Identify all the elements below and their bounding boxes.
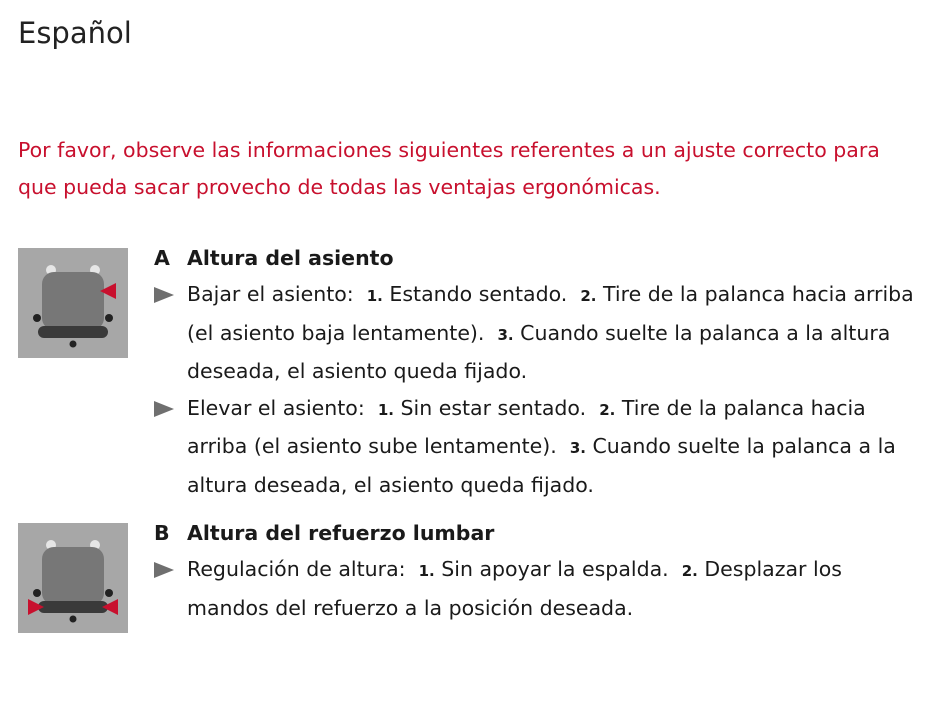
bullet-arrow-icon [154, 287, 174, 303]
step-number: 2. [681, 562, 698, 580]
section-title: Altura del asiento [187, 246, 394, 270]
section-a-heading [154, 240, 930, 276]
step-number: 1. [377, 400, 394, 419]
step-number: 1. [366, 287, 383, 305]
step-text: Estando sentado. [389, 282, 568, 306]
page-title: Español [18, 16, 132, 50]
section-title: Altura del refuerzo lumbar [187, 521, 495, 545]
step-text: Desplazar los mandos del refuerzo a la posición deseada. [187, 557, 842, 620]
step-text: Sin estar sentado. [400, 395, 587, 420]
step-number: 1. [418, 562, 435, 580]
step-number: 2. [580, 287, 597, 305]
step-text: Tire de la palanca hacia arriba (el asiento baja lentamente). [187, 282, 914, 345]
section-letter: B [154, 521, 170, 545]
instruction-label: Elevar el asiento: [187, 395, 365, 420]
section-letter: A [154, 246, 170, 270]
bullet-arrow-icon [154, 562, 174, 578]
instruction-lower-seat [154, 276, 930, 390]
instruction-label: Bajar el asiento: [187, 282, 354, 306]
bullet-arrow-icon [154, 401, 174, 417]
instruction-lumbar-height [154, 551, 930, 626]
step-number: 2. [599, 400, 616, 419]
chair-seat-height-icon [18, 248, 128, 358]
step-text: Sin apoyar la espalda. [441, 557, 669, 581]
step-text: Tire de la palanca hacia arriba (el asiento sube lentamente). [187, 395, 866, 458]
section-b-heading [154, 515, 930, 551]
chair-lumbar-support-icon [18, 523, 128, 633]
step-number: 3. [497, 325, 514, 344]
step-text: Cuando suelte la palanca a la altura deseada, el asiento queda fijado. [187, 434, 896, 497]
instruction-raise-seat [154, 390, 930, 504]
step-number: 3. [569, 439, 586, 457]
intro-text: Por favor, observe las informaciones siguientes referentes a un ajuste correcto para que pueda sacar provecho de todas las ventajas ergonómicas. [18, 138, 880, 199]
step-text: Cuando suelte la palanca a la altura deseada, el asiento queda fijado. [187, 320, 891, 383]
instruction-label: Regulación de altura: [187, 557, 406, 581]
